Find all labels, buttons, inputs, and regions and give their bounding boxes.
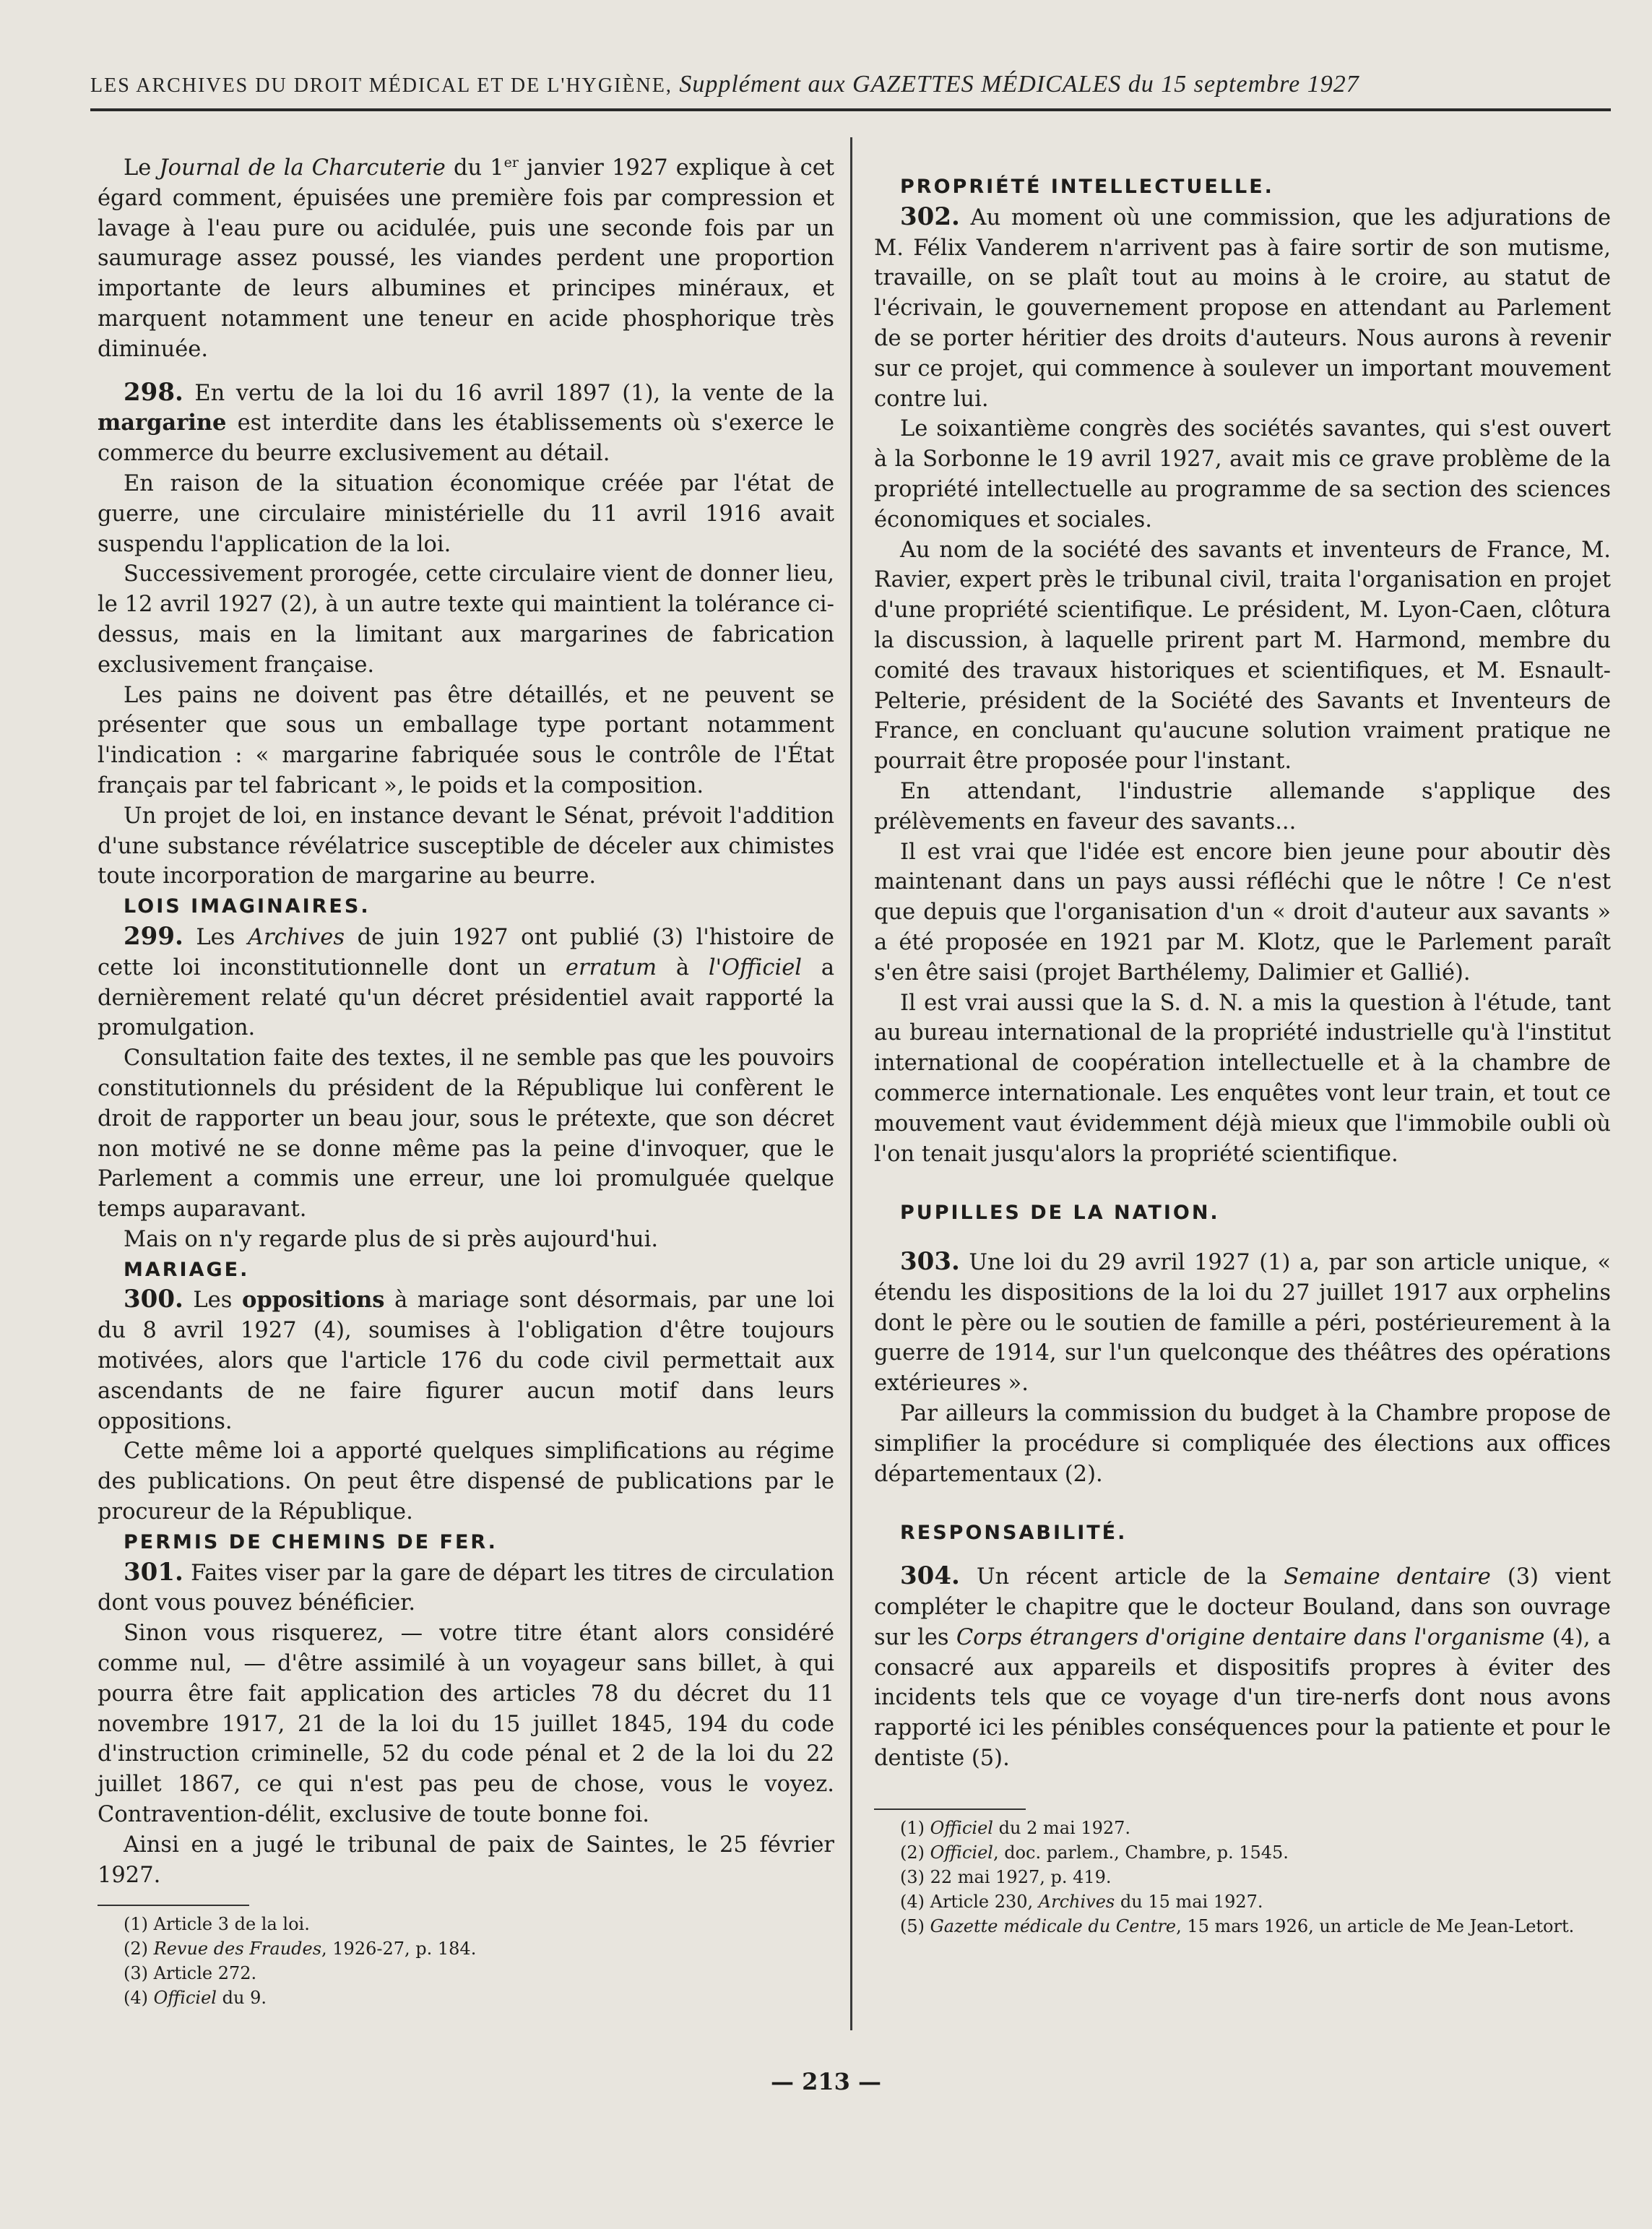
- header-rule: [90, 108, 1611, 111]
- footnote: (1) Officiel du 2 mai 1927.: [900, 1817, 1131, 1838]
- paragraph: Un projet de loi, en instance devant le Sénat, prévoit l'addition d'une substance révélatrice susceptible de déceler aux chimistes toute incorporation de margarine au beurre.: [98, 803, 834, 889]
- paragraph: Sinon vous risquerez, — votre titre étant alors considéré comme nul, — d'être assimilé à un voyageur sans billet, à qui pourra être fait application des articles 78 du décret du 11 novembre 1917, 21 de la loi du 15 juillet 1845, 194 du code d'instruction criminelle, 52 du code pénal et 2 de la loi du 22 juillet 1867, ce qui n'est pas peu de chose, vous le voyez. Contravention-délit, exclusive de toute bonne foi.: [98, 1621, 834, 1828]
- paragraph: En raison de la situation économique créée par l'état de guerre, une circulaire ministérielle du 11 avril 1916 avait suspendu l'application de la loi.: [98, 470, 834, 557]
- paragraph: Successivement prorogée, cette circulaire vient de donner lieu, le 12 avril 1927 (2), à un autre texte qui maintient la tolérance ci-dessus, mais en la limitant aux margarines de fabrication exclusivement française.: [98, 561, 834, 678]
- paragraph: Cette même loi a apporté quelques simplifications au régime des publications. On peut être dispensé de publications par le procureur de la République.: [98, 1439, 834, 1525]
- footnote: (3) Article 272.: [124, 1963, 257, 1984]
- footnote: (2) Officiel, doc. parlem., Chambre, p. 1545.: [900, 1842, 1289, 1863]
- column-divider: [850, 137, 852, 2030]
- article-302: 302. Au moment où une commission, que les adjurations de M. Félix Vanderem n'arrivent pas à faire sortir de son mutisme, travaille, on se plaît tout au moins à le croire, au statut de l'écrivain, le gouvernement propose en attendant au Parlement de se porter héritier des droits d'auteurs. Nous aurons à revenir sur ce projet, qui commence à soulever un important mouvement contre lui.: [874, 202, 1611, 412]
- article-303: 303. Une loi du 29 avril 1927 (1) a, par son article unique, « étendu les dispositions de la loi du 27 juillet 1917 aux orphelins dont le père ou le soutien de famille a péri, postérieurement à la guerre de 1914, sur l'un quelconque des théâtres des opérations extérieures ».: [874, 1247, 1611, 1397]
- running-head: [90, 71, 1611, 98]
- left-column: [98, 153, 834, 2010]
- footnote-rule: [98, 1905, 249, 1906]
- paragraph: Mais on n'y regarde plus de si près aujourd'hui.: [124, 1226, 659, 1252]
- article-304: 304. Un récent article de la Semaine dentaire (3) vient compléter le chapitre que le docteur Bouland, dans son ouvrage sur les Corps étrangers d'origine dentaire dans l'organisme (4), a consacré aux appareils et dispositifs propres à éviter des incidents tels que ce voyage d'un tire-nerfs dont nous avons rapporté ici les pénibles conséquences pour la patiente et pour le dentiste (5).: [874, 1561, 1612, 1772]
- section-heading-lois-imaginaires: LOIS IMAGINAIRES.: [124, 895, 371, 918]
- article-300: 300. Les oppositions à mariage sont désormais, par une loi du 8 avril 1927 (4), soumises à l'obligation d'être toujours motivées, alors que l'article 176 du code civil permettait aux ascendants de ne faire figurer aucun motif dans leurs oppositions.: [98, 1285, 834, 1434]
- page-number: — 213 —: [770, 2068, 882, 2095]
- article-301: 301. Faites viser par la gare de départ les titres de circulation dont vous pouvez bénéficier.: [98, 1557, 834, 1616]
- paragraph: Il est vrai que l'idée est encore bien jeune pour aboutir dès maintenant dans un pays aussi réfléchi que le nôtre ! Ce n'est que depuis que l'organisation d'un « droit d'auteur aux savants » a été proposée en 1921 par M. Klotz, que le Parlement paraît s'en être saisi (projet Barthélemy, Dalimier et Gallié).: [874, 839, 1611, 986]
- article-299: 299. Les Archives de juin 1927 ont publié (3) l'histoire de cette loi inconstitutionnelle dont un erratum à l'Officiel a dernièrement relaté qu'un décret présidentiel avait rapporté la promulgation.: [98, 921, 834, 1041]
- section-heading-propriete: PROPRIÉTÉ INTELLECTUELLE.: [900, 176, 1274, 198]
- paragraph: Les pains ne doivent pas être détaillés, et ne peuvent se présenter que sous un emballage type portant notamment l'indication : « margarine fabriquée sous le contrôle de l'État français par tel fabricant », le poids et la composition.: [98, 682, 834, 798]
- right-column: [874, 153, 1611, 1939]
- paragraph: En attendant, l'industrie allemande s'applique des prélèvements en faveur des savants...: [874, 778, 1611, 835]
- footnote: (1) Article 3 de la loi.: [124, 1914, 310, 1935]
- paragraph: Ainsi en a jugé le tribunal de paix de Saintes, le 25 février 1927.: [98, 1832, 834, 1888]
- running-head-title: LES ARCHIVES DU DROIT MÉDICAL ET DE L'HYGIÈNE,: [90, 74, 673, 97]
- footnote: (2) Revue des Fraudes, 1926-27, p. 184.: [124, 1939, 477, 1959]
- footnote: (3) 22 mai 1927, p. 419.: [900, 1866, 1112, 1887]
- running-head-supplement: Supplément aux GAZETTES MÉDICALES du 15 septembre 1927: [679, 71, 1359, 98]
- paragraph: Le soixantième congrès des sociétés savantes, qui s'est ouvert à la Sorbonne le 19 avril 1927, avait mis ce grave problème de la propriété intellectuelle au programme de sa section des sciences économiques et sociales.: [874, 416, 1611, 533]
- paragraph: Par ailleurs la commission du budget à la Chambre propose de simplifier la procédure si compliquée des élections aux offices départementaux (2).: [874, 1401, 1611, 1487]
- paragraph: Il est vrai aussi que la S. d. N. a mis la question à l'étude, tant au bureau international de la propriété industrielle qu'à l'institut international de coopération intellectuelle et à la chambre de commerce internationale. Les enquêtes vont leur train, et tout ce mouvement vaut évidemment déjà mieux que l'immobile oubli où l'on tenait jusqu'alors la propriété scientifique.: [874, 990, 1611, 1167]
- section-heading-pupilles: PUPILLES DE LA NATION.: [900, 1202, 1220, 1225]
- section-heading-responsabilite: RESPONSABILITÉ.: [900, 1522, 1128, 1545]
- paragraph: Consultation faite des textes, il ne semble pas que les pouvoirs constitutionnels du président de la République lui confèrent le droit de rapporter un beau jour, sous le prétexte, que son décret non motivé ne se donne même pas la peine d'invoquer, que le Parlement a commis une erreur, une loi promulguée quelque temps auparavant.: [98, 1045, 834, 1223]
- footnote: (5) Gazette médicale du Centre, 15 mars 1926, un article de Me Jean-Letort.: [900, 1915, 1575, 1936]
- section-heading-permis: PERMIS DE CHEMINS DE FER.: [124, 1530, 498, 1553]
- footnote-rule: [874, 1808, 1026, 1810]
- paragraph-intro: Le Journal de la Charcuterie du 1er janvier 1927 explique à cet égard comment, épuisées une première fois par compression et lavage à l'eau pure ou acidulée, puis une seconde fois par un saumurage assez poussé, les viandes perdent une proportion importante de leurs albumines et principes minéraux, et marquent notamment une teneur en acide phosphorique très diminuée.: [98, 154, 835, 362]
- article-298: 298. En vertu de la loi du 16 avril 1897 (1), la vente de la margarine est interdite dans les établissements où s'exerce le commerce du beurre exclusivement au détail.: [98, 377, 834, 467]
- section-heading-mariage: MARIAGE.: [124, 1258, 250, 1281]
- paragraph: Au nom de la société des savants et inventeurs de France, M. Ravier, expert près le tribunal civil, traita l'organisation en projet d'une propriété scientifique. Le président, M. Lyon-Caen, clôtura la discussion, à laquelle prirent part M. Harmond, membre du comité des travaux historiques et scientifiques, et M. Esnault-Pelterie, président de la Société des Savants et Inventeurs de France, en concluant qu'aucune solution vraiment pratique ne pourrait être proposée pour l'instant.: [874, 537, 1611, 775]
- footnote: (4) Article 230, Archives du 15 mai 1927.: [900, 1891, 1263, 1912]
- footnote: (4) Officiel du 9.: [124, 1988, 267, 2009]
